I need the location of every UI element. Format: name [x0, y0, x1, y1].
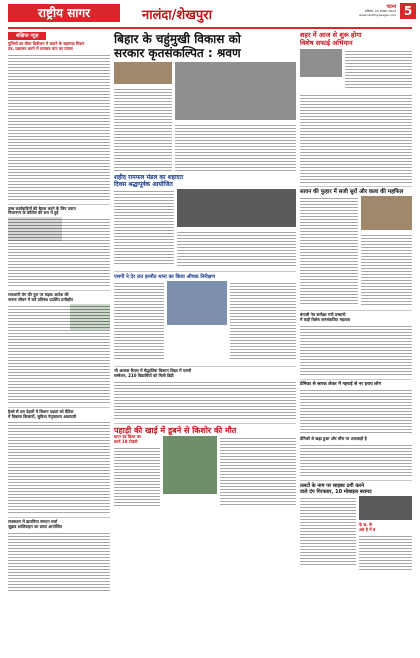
article-body	[8, 420, 110, 514]
lead-story	[114, 61, 296, 174]
story-photo-block	[177, 188, 296, 269]
article-subheadline: वाले दंप गिरफ्तार, 10 मोबाइल बरामद	[300, 488, 372, 495]
news-photo	[361, 196, 412, 230]
divider	[114, 366, 296, 367]
article-subheadline: जुड़ाव शालिवाहन का प्रस्ता आयोजित	[8, 524, 63, 530]
article-body	[345, 49, 412, 89]
article-headline: राजस्थान में डालमिया संगठन चर्चा	[8, 519, 58, 525]
article-body	[114, 87, 172, 171]
news-photo	[114, 62, 172, 84]
article-body	[300, 196, 358, 304]
article-body	[220, 436, 296, 506]
article-headline: शहर में आज से शुरू होगा	[300, 31, 362, 39]
divider	[300, 186, 412, 187]
article-subheadline: में कही विशेष जनसंकलित महलाव	[300, 316, 350, 322]
divider	[114, 271, 296, 272]
news-photo	[167, 281, 227, 325]
divider	[300, 379, 412, 380]
story-block	[300, 195, 412, 308]
article-body	[300, 324, 412, 376]
website: www.rashtriyasagar.com	[359, 13, 396, 17]
lead-headline-line2: सरकार कृतसंकल्पित : श्रवण	[114, 46, 241, 61]
lead-story-text	[114, 61, 172, 174]
article-subheadline: विशेष सफाई अभियान	[300, 38, 353, 47]
article-headline: पुलिसों का बीमा डिवीजन में बताने के सहायक मिशन	[8, 41, 85, 46]
sidebar-box	[114, 435, 160, 509]
article-headline: सावन की फुहार में सजी सुरों और कला की महफिल	[300, 188, 404, 195]
lead-headline-line1: बिहार के चहुंमुखी विकास को	[114, 32, 241, 46]
article-headline: प्रेमिका से सारक लेकर में गहराई से नर हराय लोग	[300, 381, 381, 387]
article-body	[300, 93, 412, 183]
article-body	[300, 388, 412, 434]
middle-column	[114, 32, 296, 509]
article-body	[114, 281, 164, 361]
divider	[8, 517, 110, 518]
news-photo	[175, 62, 296, 120]
box-headline: के छ. के	[359, 521, 373, 527]
city-name: पटना	[386, 4, 396, 10]
story-photo-block	[361, 195, 412, 308]
article-body	[300, 443, 412, 477]
article-subheadline: सम्मेलन, 210 विद्यार्थियों को मिली डिग्री	[114, 372, 174, 378]
box-headline: प्राप्त दंड क्रिया का	[114, 434, 141, 440]
article-body	[175, 123, 296, 171]
article-headline: एसपी ने देर रात हरनौत थाना का किया औचक निरीक्षण	[114, 274, 215, 281]
masthead-rule	[8, 27, 412, 29]
article-headline: राजधानी वेग की पुल पर सड़क आदेश की	[8, 292, 69, 298]
box-subheadline: अब है में ब	[359, 526, 376, 532]
story-photo-block	[359, 495, 412, 573]
article-body	[114, 446, 160, 506]
article-body	[361, 233, 412, 305]
article-headline: तलटों के नाम पर साइबर ठगी करने	[300, 482, 364, 489]
divider	[114, 423, 296, 424]
article-body	[300, 496, 356, 566]
masthead	[0, 0, 420, 30]
article-subheadline: जनता जीवन में करें प्रतिबंध प्रदर्शित प्रतीक्षीत	[8, 296, 73, 302]
edition-title: नालंदा/शेखपुरा	[142, 8, 212, 23]
article-body	[114, 380, 296, 420]
article-body	[8, 217, 110, 287]
story-block	[114, 188, 296, 269]
divider	[8, 290, 110, 291]
divider	[8, 407, 110, 408]
news-photo	[163, 436, 217, 494]
left-column	[8, 32, 110, 594]
news-photo	[300, 49, 342, 77]
right-column	[300, 32, 412, 573]
article-body	[8, 304, 110, 404]
story-block	[300, 495, 412, 573]
news-photo	[177, 189, 296, 227]
story-block	[114, 280, 296, 364]
date-box	[338, 5, 396, 17]
article-headline: शहीद रामफल मंडल का शहादत	[114, 173, 184, 181]
article-body	[114, 189, 174, 265]
divider	[8, 204, 110, 205]
page-number: 5	[400, 3, 416, 19]
lead-story-photos	[175, 61, 296, 174]
article-headline: बंगाली नेत्र समीक्षा गयी प्रस्थानी	[300, 312, 346, 318]
article-subheadline: तंत्र, प्रशासन करने में लगाकर पान का प्रयास	[8, 45, 73, 51]
story-block	[300, 48, 412, 92]
box-subheadline: कार्य 19 टोकरी	[114, 439, 138, 445]
issue-date: शनिवार, 24 अगस्त, 2024	[364, 9, 396, 13]
article-subheadline: में विकास किसानों, सुविधा नेतृत्वालय अकादमी	[8, 413, 77, 419]
brand-logo: राष्ट्रीय सागर	[8, 4, 120, 22]
article-body	[177, 230, 296, 266]
article-body	[8, 53, 110, 201]
article-headline: हैश्से से दस देहलों में किशन दक्षता को वैदिक	[8, 408, 74, 414]
divider	[300, 480, 412, 481]
article-headline: प्रेमिकों से खड़ा हुआ और चौंच पर अफवाहों है	[300, 436, 367, 442]
article-body	[230, 281, 296, 361]
divider	[300, 310, 412, 311]
article-body	[8, 531, 110, 591]
article-body	[359, 534, 412, 570]
story-block	[114, 435, 296, 509]
section-tag: संक्षिप्त न्यूज़	[8, 32, 46, 40]
article-headline: भी आवास कैंपस में सैद्धांतिक किसान शिक्षा में एसपी	[114, 368, 192, 374]
article-subheadline: दिवस श्रद्धापूर्वक आयोजित	[114, 180, 173, 188]
news-photo	[359, 496, 412, 520]
article-subheadline: निलानगर के कॉलेज की रूप में हुई	[8, 210, 59, 216]
article-headline: पहाड़ी की खाई में डूबने से किशोर की मौत	[114, 425, 237, 435]
article-headline: उच्च कार्यवाहिनों की बैठक करने के लिए उपाय	[8, 205, 76, 211]
